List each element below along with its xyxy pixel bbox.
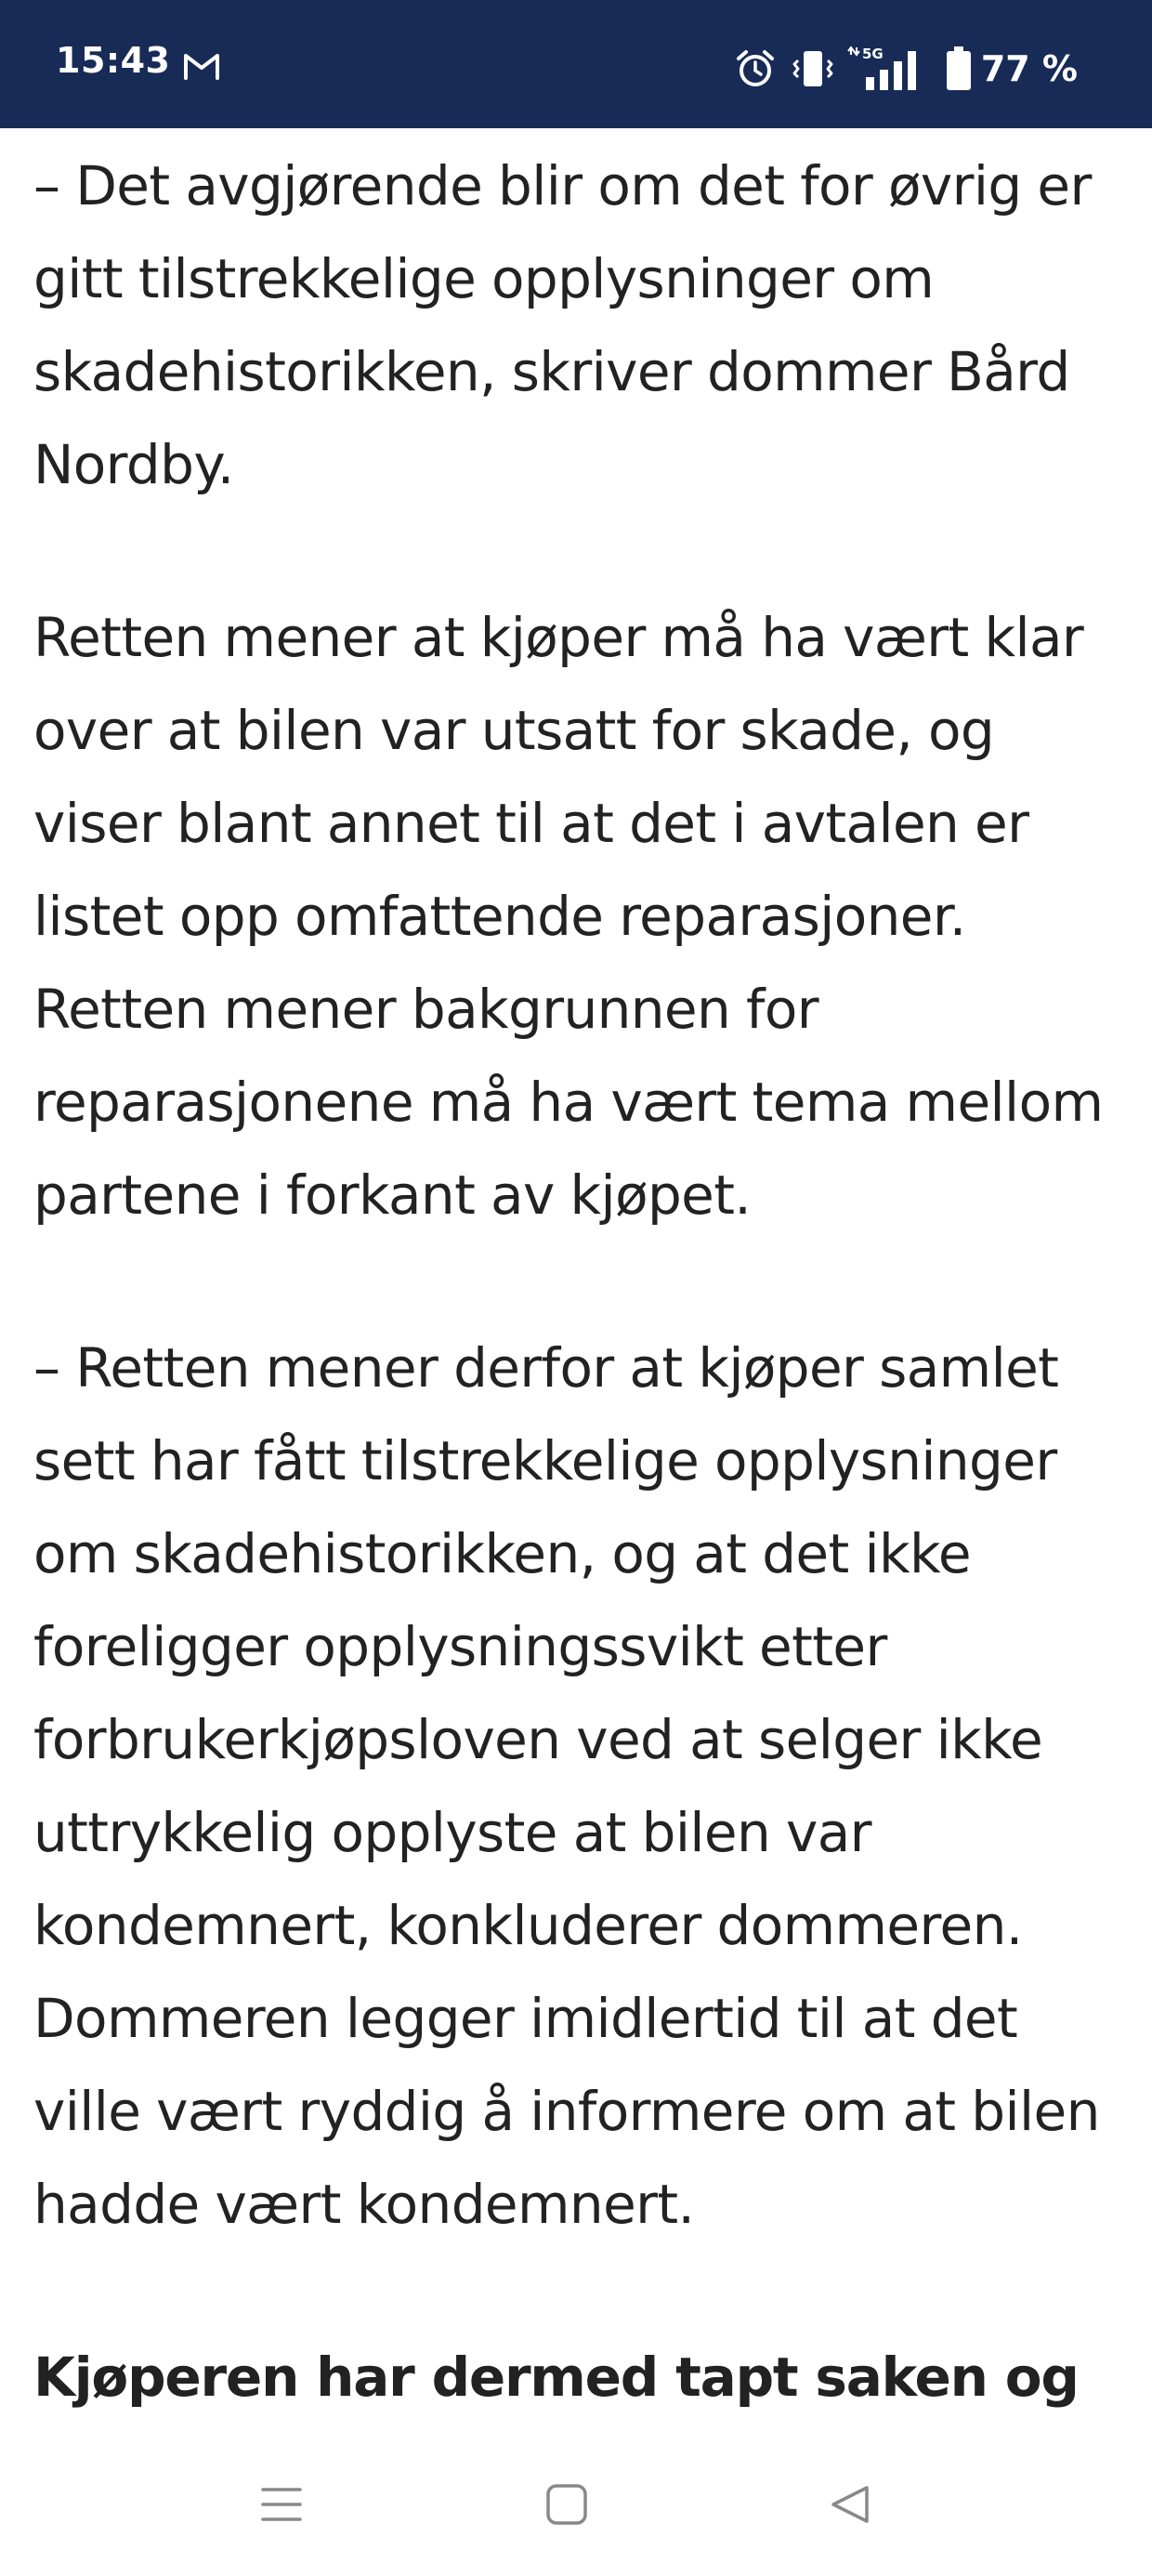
home-button[interactable] (534, 2472, 599, 2537)
article-paragraph: Retten mener at kjøper må ha vært klar over at bilen var utsatt for skade, og viser blant annet til at det i avtalen er listet opp omfattende reparasjoner. Retten mener bakgrunnen for reparasjonene må ha vært tema mellom partene i forkant av kjøpet. (33, 606, 1104, 1227)
recent-apps-button[interactable] (249, 2472, 314, 2537)
status-bar (0, 0, 1152, 128)
navigation-bar (0, 2435, 1152, 2576)
article-subheading: Kjøperen har dermed tapt saken og (33, 2346, 1079, 2409)
back-icon (830, 2484, 871, 2525)
home-icon (545, 2483, 588, 2526)
gmail-icon (182, 50, 221, 82)
5g-signal-icon (847, 46, 933, 92)
article-paragraph: – Det avgjørende blir om det for øvrig er gitt tilstrekkelige opplysninger om skadehistorikken, skriver dommer Bård Nordby. (33, 154, 1092, 496)
svg-text:5G: 5G (861, 46, 884, 62)
back-button[interactable] (818, 2472, 883, 2537)
recent-apps-icon (261, 2486, 302, 2523)
battery-icon (946, 46, 972, 91)
article-paragraph: – Retten mener derfor at kjøper samlet sett har fått tilstrekkelige opplysninger om skadehistorikken, og at det ikke foreligger opplysningssvikt etter forbrukerkjøpsloven ved at selger ikke uttrykkelig opplyste at bilen var kondemnert, konkluderer dommeren. Dommeren legger imidlertid til at det ville vært ryddig å informere om at bilen hadde vært kondemnert. (33, 1336, 1100, 2236)
status-time: 15:43 (56, 40, 171, 81)
battery-percentage: 77 % (980, 48, 1078, 89)
article-body (33, 139, 1130, 2424)
vibrate-icon (790, 47, 836, 90)
status-icons (734, 41, 1078, 97)
alarm-icon (734, 47, 777, 90)
